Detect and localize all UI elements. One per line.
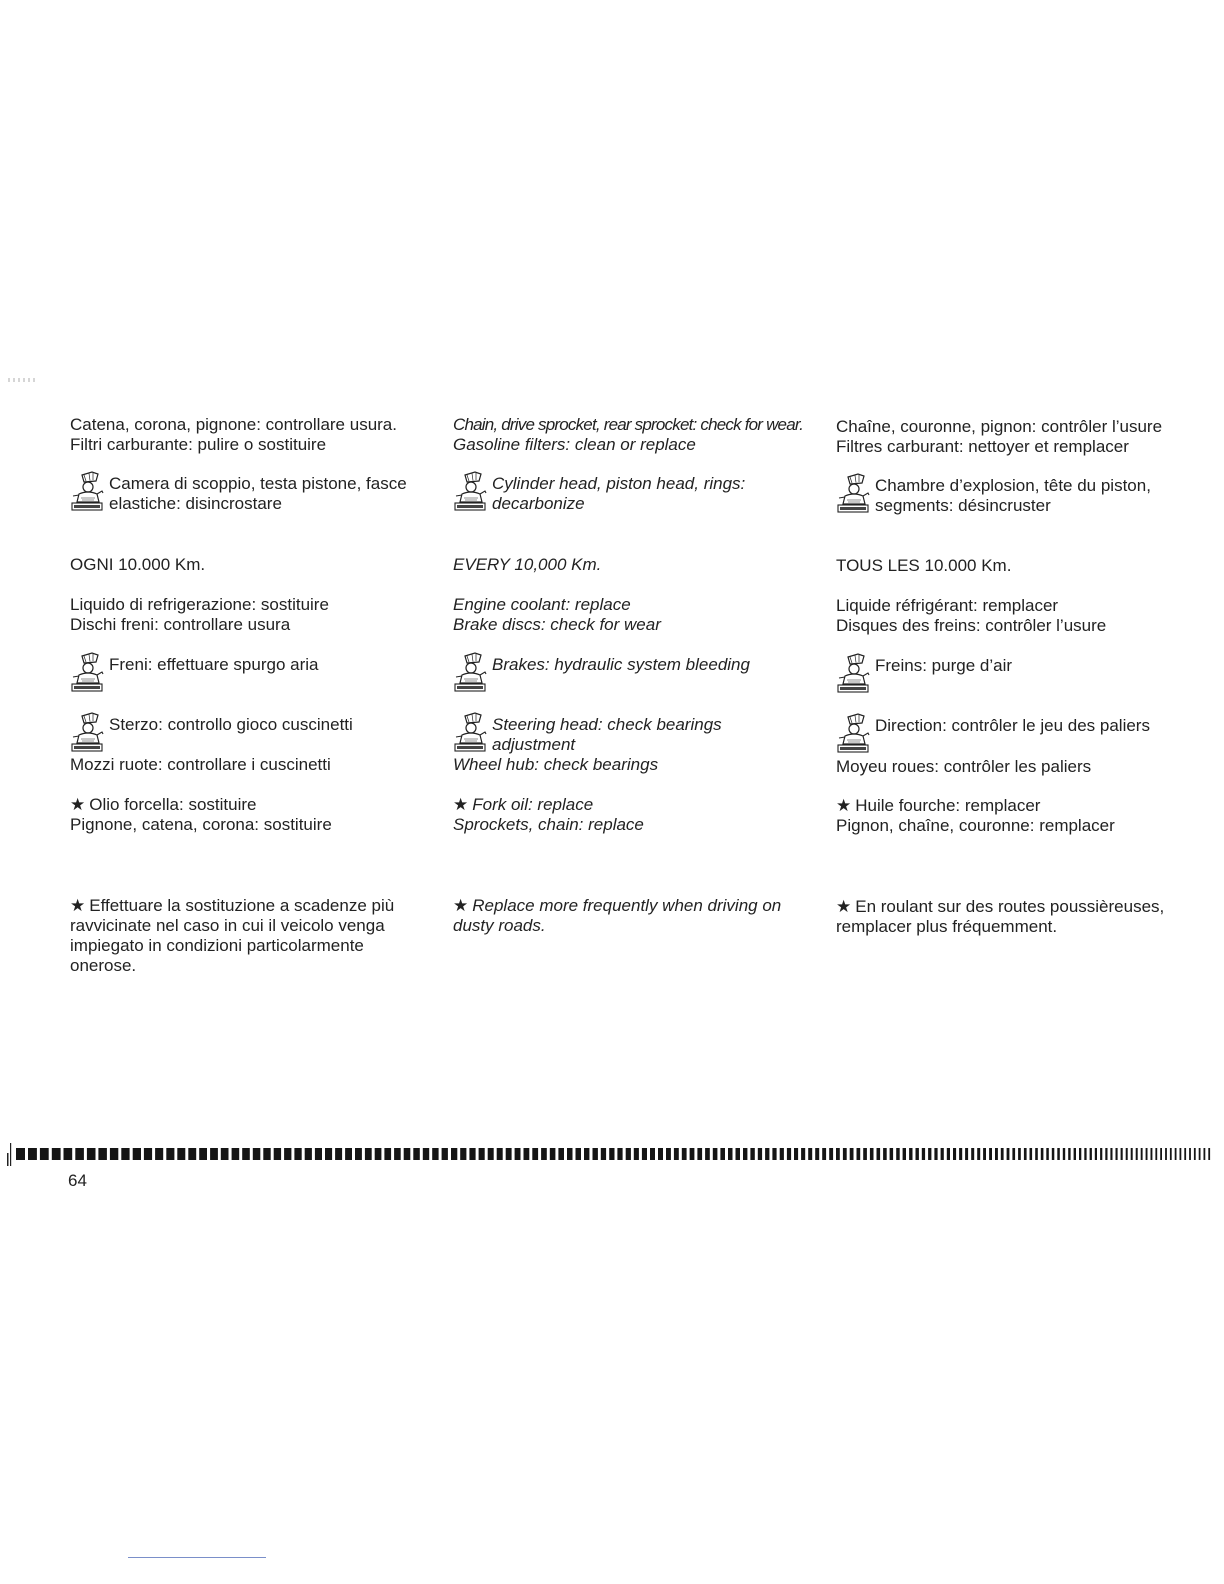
dealer-item-2 (453, 655, 823, 695)
bar-segment (1110, 1148, 1112, 1160)
footnote (453, 896, 823, 936)
check-group (836, 417, 1206, 457)
bar-segment (497, 1148, 503, 1160)
bar-segment (550, 1148, 556, 1160)
text-line: Effettuare la sostituzione a scadenze più (89, 896, 395, 915)
page-number: 64 (68, 1171, 87, 1190)
bar-segment (953, 1148, 956, 1160)
bar-segment (232, 1148, 240, 1160)
bar-segment (883, 1148, 887, 1160)
bar-segment (593, 1148, 598, 1160)
text-line: Liquide réfrigérant: remplacer (836, 596, 1059, 615)
bar-segment (728, 1148, 733, 1160)
bar-segment (1100, 1148, 1102, 1160)
text-line: decarbonize (492, 494, 585, 513)
bar-segment (801, 1148, 805, 1160)
bar-segment (558, 1148, 564, 1160)
bar-segment (870, 1148, 874, 1160)
bar-segment (743, 1148, 747, 1160)
text-line: Brakes: hydraulic system bleeding (492, 655, 750, 674)
bar-segment (28, 1148, 37, 1160)
bar-segment (87, 1148, 96, 1160)
bar-segment (794, 1148, 798, 1160)
bar-segment (705, 1148, 710, 1160)
bar-segment (720, 1148, 725, 1160)
bar-segment (1046, 1148, 1049, 1160)
hub-line (836, 757, 1206, 777)
text-line: Pignon, chaîne, couronne: remplacer (836, 816, 1115, 835)
bar-segment (947, 1148, 950, 1160)
bar-segment (1116, 1148, 1118, 1160)
bar-segment (989, 1148, 992, 1160)
bar-segment (1068, 1148, 1070, 1160)
bar-segment (822, 1148, 826, 1160)
cagiva-dealer-mechanic-icon (836, 712, 870, 756)
bar-segment (325, 1148, 332, 1160)
text-line: Dischi freni: controllare usura (70, 615, 291, 634)
cagiva-dealer-mechanic-icon (453, 651, 487, 695)
bar-segment (1030, 1148, 1033, 1160)
bar-segment (772, 1148, 776, 1160)
bar-segment (210, 1148, 218, 1160)
dealer-item-3 (836, 716, 1206, 756)
bar-segment (274, 1148, 281, 1160)
bar-segment (1012, 1148, 1015, 1160)
bar-segment (384, 1148, 391, 1160)
replace-group (836, 596, 1206, 636)
bar-segment (977, 1148, 980, 1160)
bar-segment (765, 1148, 769, 1160)
bar-segment (64, 1148, 73, 1160)
bar-segment (1090, 1148, 1092, 1160)
bar-segment (1199, 1148, 1201, 1160)
bar-segment (1024, 1148, 1027, 1160)
bar-segment (758, 1148, 762, 1160)
dealer-item-1 (836, 476, 1206, 516)
interval-heading (453, 555, 823, 575)
text-line: Fork oil: replace (472, 795, 594, 814)
bar-segment (1141, 1148, 1143, 1160)
bar-segment (928, 1148, 931, 1160)
bar-segment (144, 1148, 152, 1160)
cagiva-dealer-mechanic-icon (70, 651, 104, 695)
bar-segment (16, 1148, 25, 1160)
bar-segment (451, 1148, 457, 1160)
replace-group (453, 595, 823, 635)
text-line: Freni: effettuare spurgo aria (109, 655, 319, 674)
bar-segment (1136, 1148, 1138, 1160)
bar-segment (345, 1148, 352, 1160)
bar-segment (1074, 1148, 1076, 1160)
bar-segment (780, 1148, 784, 1160)
text-line: Engine coolant: replace (453, 595, 631, 614)
bar-segment (787, 1148, 791, 1160)
interval-label: OGNI 10.000 Km. (70, 555, 206, 574)
bar-segment (658, 1148, 663, 1160)
dealer-item-1 (70, 474, 440, 514)
interval-label: EVERY 10,000 Km. (453, 555, 602, 574)
star-icon: ★ (453, 896, 469, 915)
text-line: ravvicinate nel caso in cui il veicolo venga (70, 916, 385, 935)
text-line: Sprockets, chain: replace (453, 815, 644, 834)
footnote (836, 897, 1206, 937)
bar-segment (177, 1148, 185, 1160)
bar-segment (965, 1148, 968, 1160)
bar-segment (808, 1148, 812, 1160)
bar-segment (1180, 1148, 1182, 1160)
cagiva-dealer-mechanic-icon (836, 652, 870, 696)
star-icon: ★ (836, 897, 852, 916)
text-line: Moyeu roues: contrôler les paliers (836, 757, 1092, 776)
bar-segment (674, 1148, 679, 1160)
bar-segment (1184, 1148, 1186, 1160)
interval-heading (836, 556, 1206, 576)
bar-segment (121, 1148, 129, 1160)
bar-segment (584, 1148, 589, 1160)
bar-segment (690, 1148, 695, 1160)
bar-segment (188, 1148, 196, 1160)
text-line: Pignone, catena, corona: sostituire (70, 815, 332, 834)
star-group (453, 795, 823, 835)
bar-segment (650, 1148, 655, 1160)
bar-segment (983, 1148, 986, 1160)
bar-segment (1151, 1148, 1153, 1160)
bar-segment (843, 1148, 847, 1160)
dealer-item-2 (70, 655, 440, 695)
text-line: Filtres carburant: nettoyer et remplacer (836, 437, 1129, 456)
dealer-item-2 (836, 656, 1206, 696)
bar-segment (40, 1148, 49, 1160)
text-line: Brake discs: check for wear (453, 615, 661, 634)
bar-segment (98, 1148, 107, 1160)
text-line: elastiche: disincrostare (109, 494, 282, 513)
bar-segment (959, 1148, 962, 1160)
text-line: impiegato in condizioni particolarmente (70, 936, 364, 955)
bar-segment (355, 1148, 362, 1160)
text-line: onerose. (70, 956, 137, 975)
cagiva-dealer-mechanic-icon (836, 472, 870, 516)
text-line: Replace more frequently when driving on (472, 896, 782, 915)
bar-segment (941, 1148, 944, 1160)
bar-segment (166, 1148, 174, 1160)
bar-tick (10, 1143, 11, 1166)
text-line: Steering head: check bearings (492, 715, 722, 734)
bar-segment (315, 1148, 322, 1160)
scan-specks (8, 378, 38, 382)
star-icon: ★ (453, 795, 469, 814)
check-group (453, 415, 823, 455)
bar-segment (666, 1148, 671, 1160)
bar-segment (335, 1148, 342, 1160)
graduated-bar-strip (6, 1143, 1212, 1167)
text-line: Mozzi ruote: controllare i cuscinetti (70, 755, 331, 774)
bar-segment (934, 1148, 937, 1160)
cagiva-dealer-mechanic-icon (70, 470, 104, 514)
bar-segment (836, 1148, 840, 1160)
text-line: Chambre d’explosion, tête du piston, (875, 476, 1151, 495)
bar-segment (1170, 1148, 1172, 1160)
bar-segment (634, 1148, 639, 1160)
bar-segment (1208, 1148, 1210, 1160)
text-line: Disques des freins: contrôler l’usure (836, 616, 1107, 635)
star-group (836, 796, 1206, 836)
dealer-item-1 (453, 474, 823, 514)
bar-segment (263, 1148, 270, 1160)
bar-segment (609, 1148, 614, 1160)
bar-segment (506, 1148, 512, 1160)
bar-segment (916, 1148, 919, 1160)
bar-segment (922, 1148, 925, 1160)
text-line: Liquido di refrigerazione: sostituire (70, 595, 329, 614)
bar-segment (1079, 1148, 1081, 1160)
bar-segment (1063, 1148, 1065, 1160)
bar-segment (1155, 1148, 1157, 1160)
bar-segment (995, 1148, 998, 1160)
bar-segment (432, 1148, 438, 1160)
bar-segment (532, 1148, 538, 1160)
bar-segment (1146, 1148, 1148, 1160)
bar-segment (1095, 1148, 1097, 1160)
bar-segment (479, 1148, 485, 1160)
bar-segment (857, 1148, 861, 1160)
bar-segment (155, 1148, 163, 1160)
text-line: Catena, corona, pignone: controllare usura. (70, 415, 397, 434)
bar-segment (1131, 1148, 1133, 1160)
text-line: Wheel hub: check bearings (453, 755, 659, 774)
bar-segment (815, 1148, 819, 1160)
bar-segment (394, 1148, 401, 1160)
bar-segment (750, 1148, 754, 1160)
bar-segment (1052, 1148, 1055, 1160)
text-line: Chain, drive sprocket, rear sprocket: check for wear. (453, 415, 804, 434)
text-line: Direction: contrôler le jeu des paliers (875, 716, 1150, 735)
bar-segment (971, 1148, 974, 1160)
bar-segment (1160, 1148, 1162, 1160)
bar-segment (133, 1148, 141, 1160)
bar-segment (404, 1148, 411, 1160)
dealer-item-3 (453, 715, 823, 755)
cagiva-dealer-mechanic-icon (453, 711, 487, 755)
bar-segment (1007, 1148, 1010, 1160)
bar-segment (1057, 1148, 1060, 1160)
bar-segment (1165, 1148, 1167, 1160)
bar-segment (877, 1148, 881, 1160)
bar-segment (713, 1148, 718, 1160)
bar-segment (642, 1148, 647, 1160)
text-line: Cylinder head, piston head, rings: (492, 474, 746, 493)
bar-segment (460, 1148, 466, 1160)
bar-segment (1204, 1148, 1206, 1160)
cagiva-dealer-mechanic-icon (70, 711, 104, 755)
bar-segment (1105, 1148, 1107, 1160)
text-line: Huile fourche: remplacer (855, 796, 1041, 815)
footnote (70, 896, 440, 976)
bar-segment (617, 1148, 622, 1160)
text-line: segments: désincruster (875, 496, 1051, 515)
bar-segment (1126, 1148, 1128, 1160)
text-line: Camera di scoppio, testa pistone, fasce (109, 474, 407, 493)
text-line: Freins: purge d’air (875, 656, 1013, 675)
bar-tick (7, 1153, 9, 1166)
star-icon: ★ (70, 795, 86, 814)
bar-segment (697, 1148, 702, 1160)
bar-segment (682, 1148, 687, 1160)
bar-segment (524, 1148, 530, 1160)
bar-segment (1121, 1148, 1123, 1160)
bar-segment (909, 1148, 912, 1160)
bar-segment (1041, 1148, 1044, 1160)
bar-segment (515, 1148, 521, 1160)
bar-segment (736, 1148, 741, 1160)
bar-segment (305, 1148, 312, 1160)
text-line: dusty roads. (453, 916, 546, 935)
cagiva-dealer-mechanic-icon (453, 470, 487, 514)
check-group (70, 415, 440, 455)
hub-line (70, 755, 440, 775)
bar-segment (541, 1148, 547, 1160)
text-line: adjustment (492, 735, 576, 754)
bar-segment (469, 1148, 475, 1160)
star-group (70, 795, 440, 835)
bar-segment (242, 1148, 250, 1160)
star-icon: ★ (836, 796, 852, 815)
bar-segment (75, 1148, 84, 1160)
bar-segment (375, 1148, 382, 1160)
bar-segment (576, 1148, 582, 1160)
star-icon: ★ (70, 896, 86, 915)
hub-line (453, 755, 823, 775)
bar-segment (863, 1148, 867, 1160)
bar-segment (890, 1148, 894, 1160)
bar-segment (1001, 1148, 1004, 1160)
interval-heading (70, 555, 440, 575)
bar-segment (423, 1148, 429, 1160)
text-line: Gasoline filters: clean or replace (453, 435, 696, 454)
text-line: remplacer plus fréquemment. (836, 917, 1058, 936)
bar-segment (294, 1148, 301, 1160)
bar-segment (1035, 1148, 1038, 1160)
dealer-item-3 (70, 715, 440, 755)
text-line: Filtri carburante: pulire o sostituire (70, 435, 327, 454)
bar-segment (413, 1148, 420, 1160)
bar-segment (253, 1148, 260, 1160)
bar-segment (221, 1148, 229, 1160)
bar-segment (110, 1148, 118, 1160)
bar-segment (1175, 1148, 1177, 1160)
bar-segment (850, 1148, 854, 1160)
bar-segment (601, 1148, 606, 1160)
replace-group (70, 595, 440, 635)
interval-label: TOUS LES 10.000 Km. (836, 556, 1012, 575)
bar-segment (365, 1148, 372, 1160)
bar-segment (1189, 1148, 1191, 1160)
bar-segment (488, 1148, 494, 1160)
bar-segment (896, 1148, 900, 1160)
bar-segment (199, 1148, 207, 1160)
text-line: Sterzo: controllo gioco cuscinetti (109, 715, 353, 734)
bar-segment (567, 1148, 573, 1160)
text-line: En roulant sur des routes poussièreuses, (855, 897, 1165, 916)
bar-segment (1018, 1148, 1021, 1160)
bar-segment (442, 1148, 448, 1160)
bar-segment (903, 1148, 906, 1160)
text-line: Olio forcella: sostituire (89, 795, 257, 814)
text-line: Chaîne, couronne, pignon: contrôler l’usure (836, 417, 1163, 436)
bar-segment (52, 1148, 61, 1160)
bar-segment (284, 1148, 291, 1160)
divider (128, 1557, 266, 1558)
bar-segment (626, 1148, 631, 1160)
bar-segment (1194, 1148, 1196, 1160)
bar-segment (829, 1148, 833, 1160)
bar-segment (1084, 1148, 1086, 1160)
